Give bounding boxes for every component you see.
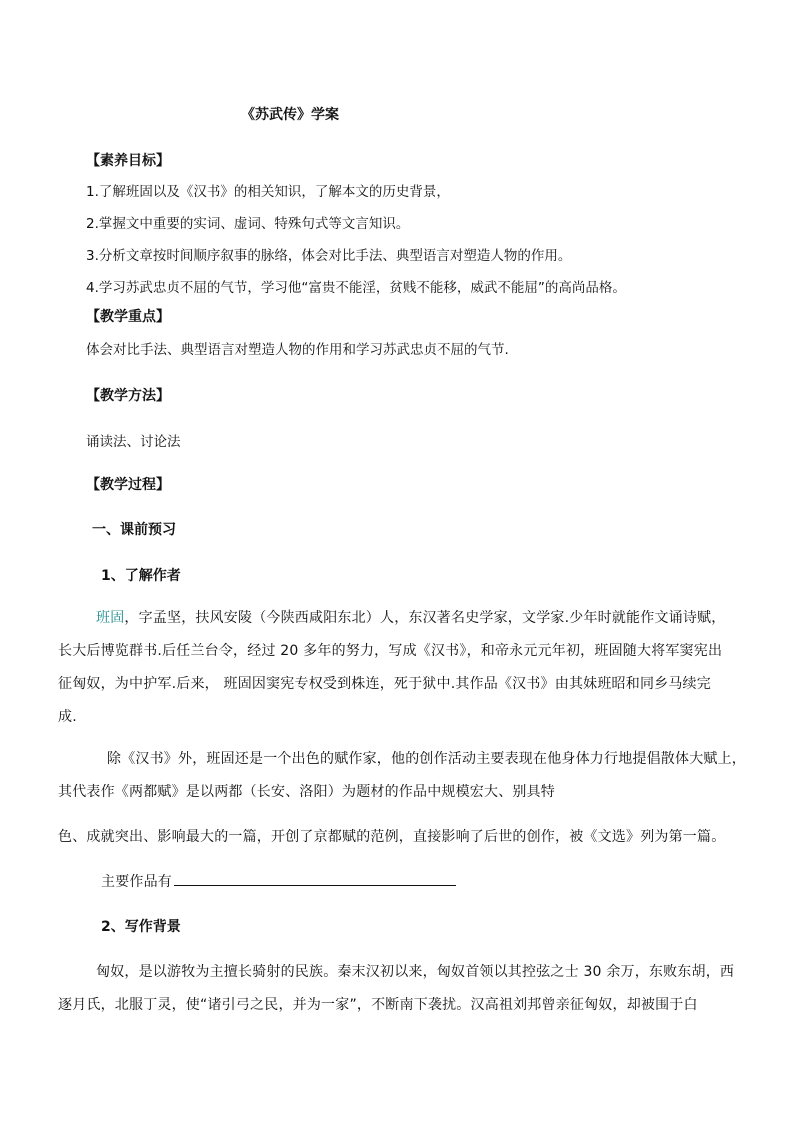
works-label: 主要作品有 [101, 874, 172, 890]
goal-item: 4.学习苏武忠贞不屈的气节，学习他“富贵不能淫，贫贱不能移，威武不能屈”的高尚品格。 [86, 280, 626, 296]
paragraph-line: 班固，字孟坚，扶风安陵（今陕西咸阳东北）人，东汉著名史学家，文学家.少年时就能作文诵诗赋， [96, 610, 726, 626]
focus-text: 体会对比手法、典型语言对塑造人物的作用和学习苏武忠贞不屈的气节. [86, 342, 509, 358]
works-line [101, 871, 456, 891]
works-blank[interactable] [174, 871, 456, 886]
process-heading: 【教学过程】 [86, 477, 170, 493]
paragraph-line: 长大后博览群书.后任兰台令，经过 20 多年的努力，写成《汉书》，和帝永元元年初，班固随大将军窦宪出 [58, 643, 723, 659]
subsection-heading: 2、写作背景 [101, 919, 181, 935]
paragraph-line: 匈奴，是以游牧为主擅长骑射的民族。秦末汉初以来，匈奴首领以其控弦之士 30 余万，东败东胡，西 [96, 964, 735, 980]
methods-text: 诵读法、讨论法 [86, 434, 181, 450]
goal-item: 3.分析文章按时间顺序叙事的脉络，体会对比手法、典型语言对塑造人物的作用。 [86, 248, 572, 264]
methods-heading: 【教学方法】 [86, 388, 170, 404]
paragraph-line: 征匈奴，为中护军.后来， 班固因窦宪专权受到株连，死于狱中.其作品《汉书》由其妹班昭和同乡马续完 [58, 676, 711, 692]
paragraph-line: 成. [58, 709, 77, 725]
paragraph-line: 逐月氏，北服丁灵，使“诸引弓之民，并为一家”，不断南下袭扰。汉高祖刘邦曾亲征匈奴，却被围于白 [58, 997, 698, 1013]
paragraph-line: 除《汉书》外，班固还是一个出色的赋作家，他的创作活动主要表现在他身体力行地提倡散体大赋上， [107, 751, 746, 767]
author-name: 班固 [96, 610, 125, 626]
subsection-heading: 1、了解作者 [101, 568, 181, 584]
paragraph-line: 色、成就突出、影响最大的一篇，开创了京都赋的范例，直接影响了后世的创作，被《文选》列为第一篇。 [58, 829, 726, 845]
part-heading: 一、课前预习 [92, 522, 176, 538]
goal-item: 2.掌握文中重要的实词、虚词、特殊句式等文言知识。 [86, 216, 410, 232]
goals-heading: 【素养目标】 [86, 153, 170, 169]
page-title: 《苏武传》学案 [241, 107, 339, 123]
paragraph-line: 其代表作《两都赋》是以两都（长安、洛阳）为题材的作品中规模宏大、别具特 [58, 784, 555, 800]
focus-heading: 【教学重点】 [86, 309, 170, 325]
goal-item: 1.了解班固以及《汉书》的相关知识，了解本文的历史背景， [86, 184, 450, 200]
